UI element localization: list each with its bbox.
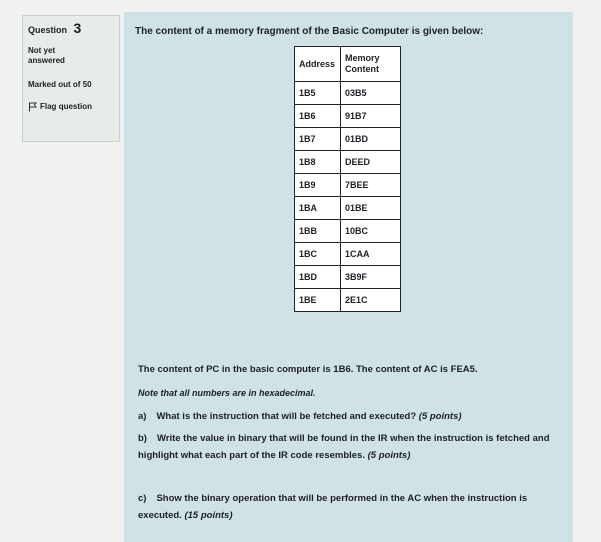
- memory-content-cell: DEED: [341, 151, 401, 174]
- question-label: Question: [28, 25, 68, 35]
- sub-question-c: [138, 490, 558, 524]
- memory-content-cell: 3B9F: [341, 266, 401, 289]
- memory-content-cell: 1CAA: [341, 243, 401, 266]
- sub-question-text: Show the binary operation that will be performed in the AC when the instruction is executed.: [138, 493, 528, 521]
- sub-question-points: (5 points): [367, 450, 411, 461]
- memory-table-row: [295, 220, 401, 243]
- question-statement: The content of PC in the basic computer is 1B6. The content of AC is FEA5.: [138, 364, 478, 375]
- memory-table-row: [295, 105, 401, 128]
- sub-question-a: [138, 408, 558, 425]
- memory-table-row: [295, 174, 401, 197]
- memory-table-header: [295, 47, 401, 82]
- memory-content-cell: 10BC: [341, 220, 401, 243]
- address-cell: 1B6: [295, 105, 341, 128]
- question-text-panel: [124, 12, 573, 542]
- memory-content-header-line1: Memory: [345, 53, 380, 63]
- flag-label: Flag: [40, 102, 57, 111]
- address-cell: 1B9: [295, 174, 341, 197]
- sub-question-letter: b): [138, 433, 147, 444]
- flag-icon: [28, 102, 37, 112]
- memory-table-row: [295, 128, 401, 151]
- memory-table-row: [295, 197, 401, 220]
- memory-content-cell: 01BE: [341, 197, 401, 220]
- status-line-2: answered: [28, 56, 65, 65]
- memory-content-cell: 7BEE: [341, 174, 401, 197]
- memory-content-cell: 01BD: [341, 128, 401, 151]
- sub-question-b: [138, 430, 558, 464]
- memory-table-row: [295, 243, 401, 266]
- question-intro: The content of a memory fragment of the Basic Computer is given below:: [135, 26, 484, 37]
- sub-question-text: What is the instruction that will be fetched and executed?: [156, 411, 419, 422]
- marks-info: [28, 80, 114, 90]
- status-line-1: Not yet: [28, 46, 56, 55]
- address-header: Address: [295, 47, 341, 82]
- sub-question-text: Write the value in binary that will be found in the IR when the instruction is fetched and highlight what each part of the IR code resembles.: [138, 433, 550, 461]
- flag-question-button[interactable]: [28, 102, 114, 112]
- marks-value: 50: [82, 80, 92, 89]
- question-number: 3: [73, 20, 82, 36]
- memory-content-cell: 91B7: [341, 105, 401, 128]
- marks-label: Marked out of: [28, 80, 81, 89]
- memory-table-row: [295, 266, 401, 289]
- sub-question-letter: a): [138, 411, 147, 422]
- address-cell: 1B7: [295, 128, 341, 151]
- address-cell: 1BC: [295, 243, 341, 266]
- memory-content-header-line2: Content: [345, 64, 379, 74]
- sub-question-letter: c): [138, 493, 147, 504]
- memory-content-header: [341, 47, 401, 82]
- hex-note: Note that all numbers are in hexadecimal.: [138, 388, 316, 398]
- address-cell: 1BD: [295, 266, 341, 289]
- sub-question-points: (5 points): [418, 411, 462, 422]
- memory-table-row: [295, 82, 401, 105]
- memory-table: [294, 46, 401, 312]
- sub-question-points: (15 points): [184, 510, 233, 521]
- memory-content-cell: 03B5: [341, 82, 401, 105]
- address-cell: 1BB: [295, 220, 341, 243]
- address-cell: 1BE: [295, 289, 341, 312]
- question-heading: [28, 20, 114, 38]
- memory-table-row: [295, 151, 401, 174]
- memory-content-cell: 2E1C: [341, 289, 401, 312]
- address-cell: 1BA: [295, 197, 341, 220]
- flag-label-2: question: [58, 102, 93, 111]
- address-cell: 1B5: [295, 82, 341, 105]
- memory-table-row: [295, 289, 401, 312]
- answer-status: [28, 46, 114, 66]
- question-info-panel: [22, 15, 120, 142]
- address-cell: 1B8: [295, 151, 341, 174]
